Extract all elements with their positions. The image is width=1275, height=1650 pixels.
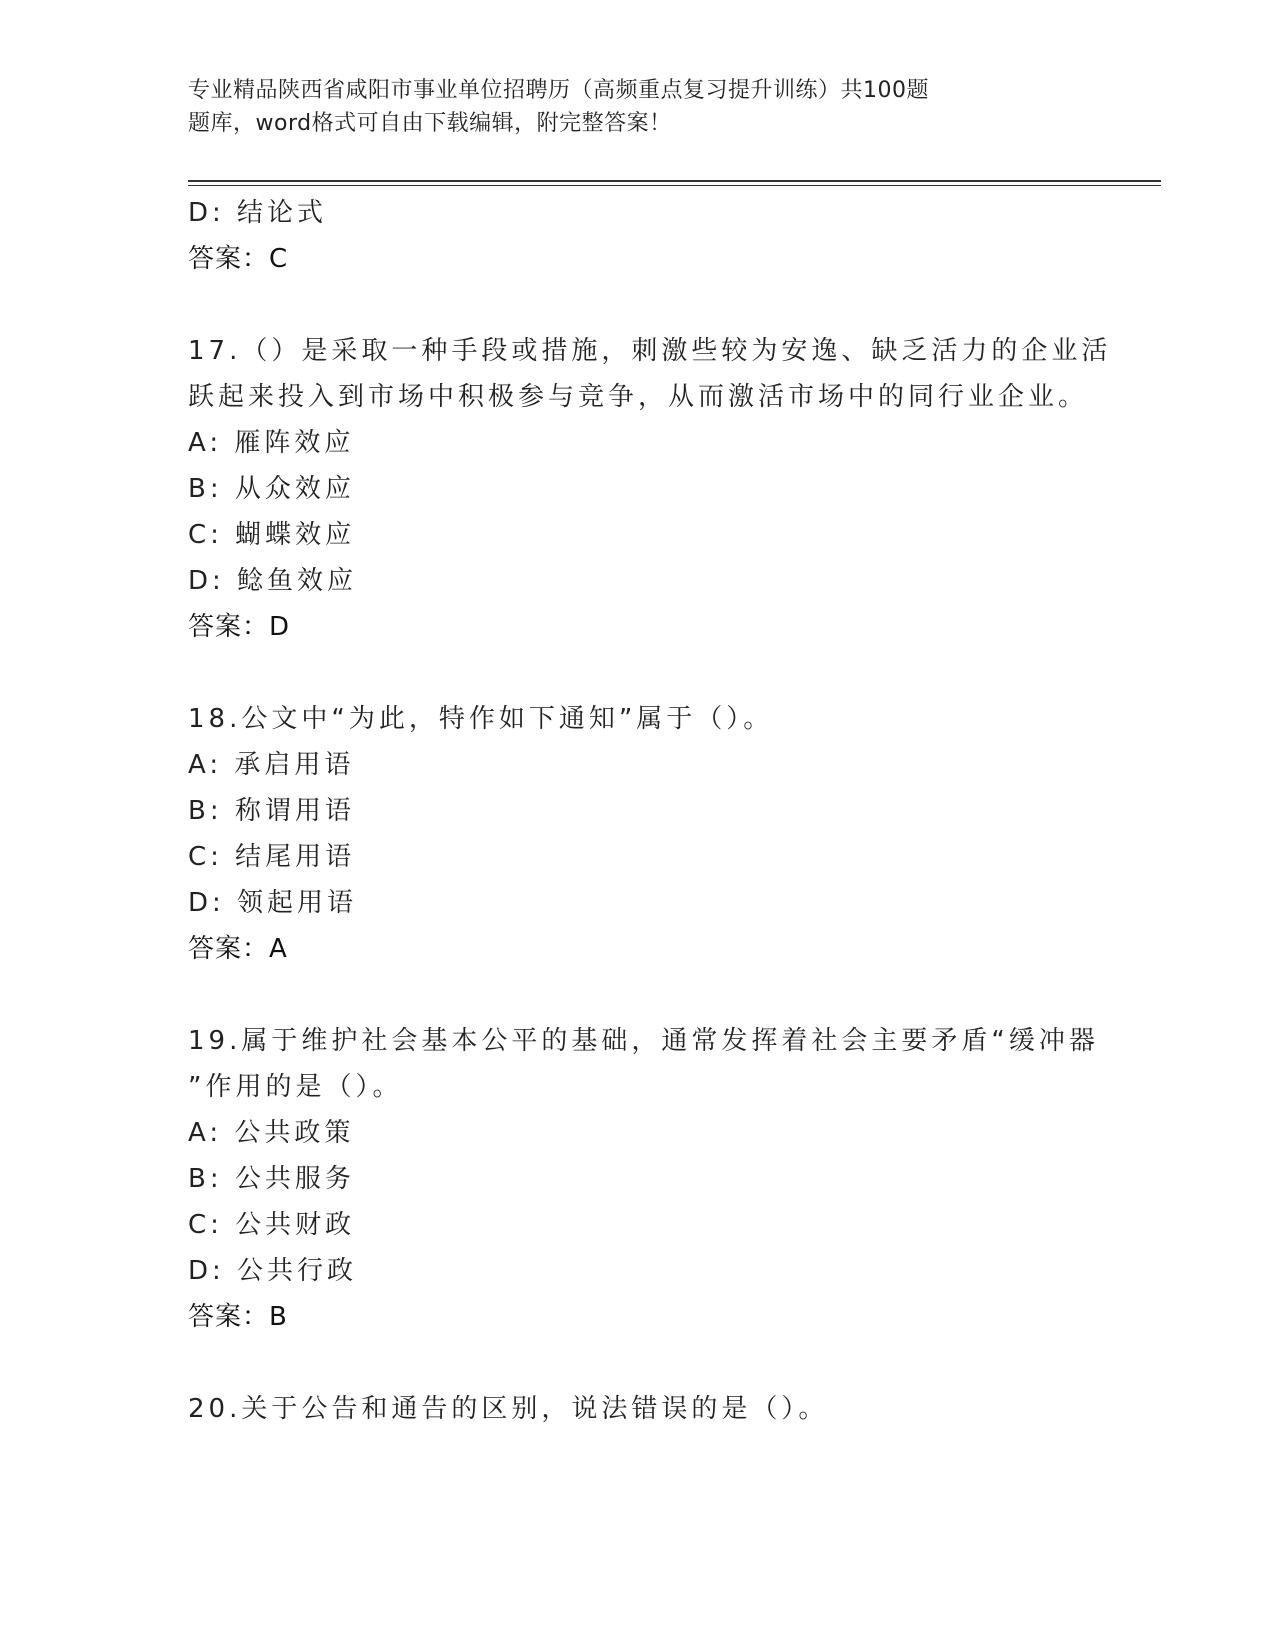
header-rule-thin <box>188 185 1161 186</box>
answer-line: 答案：B <box>188 1302 288 1332</box>
prev-question-tail <box>188 190 1088 282</box>
option-b: B: 称谓用语 <box>188 796 355 826</box>
question-stem-line-1: 20.关于公告和通告的区别，说法错误的是（）。 <box>188 1394 829 1424</box>
answer-line: 答案：D <box>188 612 291 642</box>
question-stem-line-1: 18.公文中“为此，特作如下通知”属于（）。 <box>188 704 774 734</box>
option-d: D: 结论式 <box>188 198 328 228</box>
question-stem-line-2: 跃起来投入到市场中积极参与竞争，从而激活市场中的同行业企业。 <box>188 382 1089 412</box>
option-d: D: 鲶鱼效应 <box>188 566 358 596</box>
option-b: B: 公共服务 <box>188 1164 355 1194</box>
header-title-line-1: 专业精品陕西省咸阳市事业单位招聘历（高频重点复习提升训练）共100题 <box>188 78 929 103</box>
question-list <box>188 190 1112 1432</box>
answer-line: 答案：A <box>188 934 288 964</box>
option-a: A: 雁阵效应 <box>188 428 355 458</box>
answer-line: 答案：C <box>188 244 289 274</box>
option-d: D: 领起用语 <box>188 888 358 918</box>
option-c: C: 公共财政 <box>188 1210 356 1240</box>
option-c: C: 结尾用语 <box>188 842 356 872</box>
spacer <box>188 282 1088 328</box>
question-19 <box>188 1018 1099 1340</box>
question-17 <box>188 328 1112 650</box>
option-a: A: 承启用语 <box>188 750 355 780</box>
header-title-line-2: 题库，word格式可自由下载编辑，附完整答案！ <box>188 111 672 136</box>
spacer <box>188 972 1088 1018</box>
question-stem-line-1: 19.属于维护社会基本公平的基础，通常发挥着社会主要矛盾“缓冲器 <box>188 1026 1099 1056</box>
option-d: D: 公共行政 <box>188 1256 358 1286</box>
question-20 <box>188 1386 1088 1432</box>
option-b: B: 从众效应 <box>188 474 355 504</box>
question-stem-line-2: ”作用的是（）。 <box>188 1072 403 1102</box>
question-stem-line-1: 17.（）是采取一种手段或措施，刺激些较为安逸、缺乏活力的企业活 <box>188 336 1112 366</box>
question-18 <box>188 696 1088 972</box>
header-rule-thick <box>188 180 1161 182</box>
option-c: C: 蝴蝶效应 <box>188 520 356 550</box>
page-header <box>188 74 1048 140</box>
spacer <box>188 650 1088 696</box>
option-a: A: 公共政策 <box>188 1118 355 1148</box>
spacer <box>188 1340 1088 1386</box>
